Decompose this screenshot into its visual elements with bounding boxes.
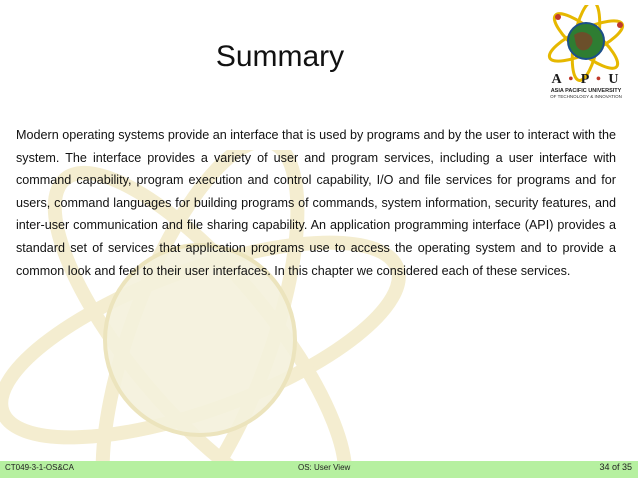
logo-letter-a: A bbox=[551, 72, 563, 87]
university-name: ASIA PACIFIC UNIVERSITY bbox=[550, 88, 622, 94]
footer-bar bbox=[0, 461, 638, 478]
apu-logo-text bbox=[538, 72, 634, 100]
course-code: CT049-3-1-OS&CA bbox=[5, 463, 74, 472]
logo-letter-u: U bbox=[608, 72, 621, 87]
slide-title: Summary bbox=[215, 40, 345, 73]
footer-topic: OS: User View bbox=[298, 463, 351, 472]
logo-letter-p: P bbox=[580, 72, 591, 87]
summary-paragraph: Modern operating systems provide an interface that is used by programs and by the user to interact with the system. The interface provides a variety of user and program services, including a user interface with command capability, program execution and control capability, I/O and file services for programs and for users, command languages for building programs of commands, system information, security features, and inter-user communication and file sharing capability. An application programming interface (API) provides a standard set of services that application programs use to access the operating system and to provide a common look and feel to their user interfaces. In this chapter we considered each of these services. bbox=[16, 128, 616, 278]
logo-dot: • bbox=[568, 72, 576, 87]
apu-letters bbox=[538, 72, 634, 88]
page-number: 34 of 35 bbox=[599, 462, 632, 472]
university-tagline: OF TECHNOLOGY & INNOVATION bbox=[550, 94, 622, 99]
logo-dot: • bbox=[596, 72, 603, 87]
